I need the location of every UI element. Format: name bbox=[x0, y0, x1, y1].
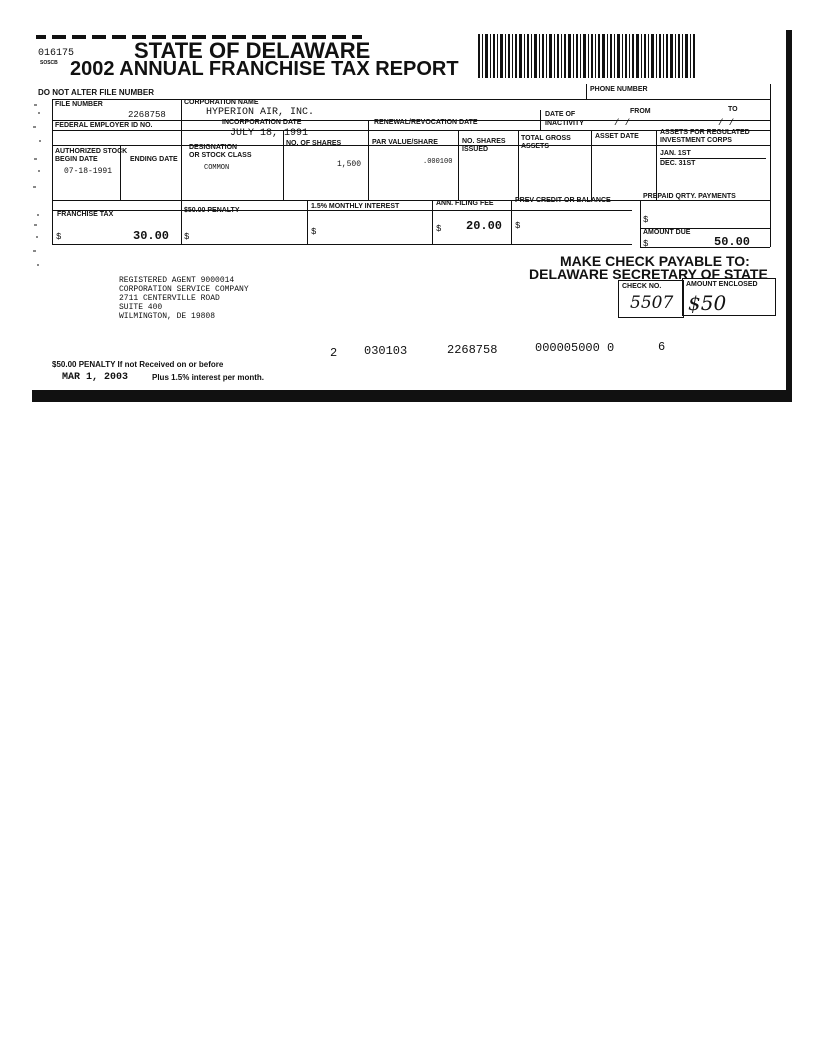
corporation-name-value: HYPERION AIR, INC. bbox=[206, 107, 315, 118]
label-ending-date: ENDING DATE bbox=[130, 156, 178, 163]
label-check-no: CHECK NO. bbox=[622, 283, 662, 290]
label-no-of-shares: NO. OF SHARES bbox=[286, 140, 342, 147]
label-amount-enclosed: AMOUNT ENCLOSED bbox=[686, 281, 758, 288]
interest-dollar: $ bbox=[311, 227, 317, 237]
no-of-shares-value: 1,500 bbox=[337, 160, 362, 169]
from-value: / / bbox=[614, 118, 631, 128]
label-renewal-revocation-date: RENEWAL/REVOCATION DATE bbox=[374, 119, 478, 126]
label-from: FROM bbox=[630, 108, 651, 115]
scan-part-3: 2268758 bbox=[447, 343, 498, 357]
file-number-value: 2268758 bbox=[128, 110, 166, 120]
prepaid-dollar: $ bbox=[643, 215, 649, 225]
label-assets-regulated: ASSETS FOR REGULATED bbox=[660, 129, 750, 136]
agent-line-2: CORPORATION SERVICE COMPANY bbox=[119, 285, 249, 294]
label-authorized-stock: AUTHORIZED STOCK bbox=[55, 148, 128, 155]
label-total-gross: TOTAL GROSS bbox=[521, 135, 571, 142]
label-issued: ISSUED bbox=[462, 146, 489, 153]
bottom-band bbox=[32, 390, 792, 402]
scan-part-4: 000005000 0 bbox=[535, 341, 615, 355]
label-inactivity: INACTIVITY bbox=[545, 120, 584, 127]
handwritten-check-no: 5507 bbox=[630, 293, 674, 313]
amount-due-dollar: $ bbox=[643, 239, 649, 249]
franchise-tax-dollar: $ bbox=[56, 232, 62, 242]
small-code: SOSCB bbox=[40, 60, 58, 66]
label-ann-filing-fee: ANN. FILING FEE bbox=[436, 200, 494, 207]
label-no-shares: NO. SHARES bbox=[462, 138, 506, 145]
to-value: / / bbox=[718, 118, 735, 128]
prev-credit-dollar: $ bbox=[515, 221, 521, 231]
left-perforation bbox=[30, 100, 50, 280]
label-amount-due: AMOUNT DUE bbox=[643, 229, 691, 236]
label-prev-credit: PREV CREDIT OR BALANCE bbox=[515, 197, 611, 204]
barcode bbox=[478, 34, 696, 78]
label-franchise-tax: FRANCHISE TAX bbox=[57, 211, 114, 218]
agent-line-1: REGISTERED AGENT 9000014 bbox=[119, 276, 235, 285]
report-title: 2002 ANNUAL FRANCHISE TAX REPORT bbox=[70, 58, 459, 80]
label-dec-31st: DEC. 31ST bbox=[660, 160, 696, 167]
label-monthly-interest: 1.5% MONTHLY INTEREST bbox=[311, 203, 400, 210]
incorporation-date-value: JULY 18, 1991 bbox=[230, 128, 309, 139]
handwritten-amount: $50 bbox=[688, 291, 727, 315]
designation-value: COMMON bbox=[204, 164, 230, 172]
label-stock-class: OR STOCK CLASS bbox=[189, 152, 252, 159]
scan-part-5: 6 bbox=[658, 340, 666, 354]
agent-line-5: WILMINGTON, DE 19808 bbox=[119, 312, 216, 321]
right-edge-bar bbox=[786, 30, 792, 402]
agent-line-4: SUITE 400 bbox=[119, 303, 163, 312]
label-date-of: DATE OF bbox=[545, 111, 576, 118]
label-penalty: $50.00 PENALTY bbox=[184, 207, 240, 214]
payable-line-2: DELAWARE SECRETARY OF STATE bbox=[529, 266, 768, 282]
label-investment-corps: INVESTMENT CORPS bbox=[660, 137, 732, 144]
label-to: TO bbox=[728, 106, 738, 113]
scan-part-1: 2 bbox=[330, 346, 338, 360]
interest-note: Plus 1.5% interest per month. bbox=[152, 373, 265, 382]
label-federal-employer-id: FEDERAL EMPLOYER ID NO. bbox=[55, 122, 153, 129]
begin-date-value: 07-18-1991 bbox=[64, 167, 113, 176]
scan-part-2: 030103 bbox=[364, 344, 408, 358]
label-par-value: PAR VALUE/SHARE bbox=[372, 139, 438, 146]
label-incorporation-date: INCORPORATION DATE bbox=[222, 119, 302, 126]
label-file-number: FILE NUMBER bbox=[55, 101, 103, 108]
ann-filing-fee-value: 20.00 bbox=[466, 219, 503, 233]
deadline-date: MAR 1, 2003 bbox=[62, 372, 129, 383]
penalty-note: $50.00 PENALTY If not Received on or before bbox=[52, 360, 224, 369]
penalty-dollar: $ bbox=[184, 232, 190, 242]
label-prepaid-payments: PREPAID QRTY. PAYMENTS bbox=[643, 193, 736, 200]
label-phone-number: PHONE NUMBER bbox=[590, 86, 648, 93]
registered-agent-block bbox=[119, 276, 249, 321]
jan-divider bbox=[660, 158, 766, 159]
phone-divider bbox=[586, 84, 587, 100]
label-corporation-name: CORPORATION NAME bbox=[184, 99, 259, 106]
agent-line-3: 2711 CENTERVILLE ROAD bbox=[119, 294, 220, 303]
do-not-alter-note: DO NOT ALTER FILE NUMBER bbox=[38, 88, 154, 97]
form-code: 016175 bbox=[38, 48, 75, 59]
state-title: STATE OF DELAWARE bbox=[134, 38, 371, 63]
par-value-value: .000100 bbox=[423, 158, 453, 166]
label-begin-date: BEGIN DATE bbox=[55, 156, 98, 163]
amount-due-value: 50.00 bbox=[714, 235, 751, 249]
payable-line-1: MAKE CHECK PAYABLE TO: bbox=[560, 253, 750, 269]
franchise-tax-value: 30.00 bbox=[133, 229, 170, 243]
label-assets: ASSETS bbox=[521, 143, 550, 150]
label-jan-1st: JAN. 1ST bbox=[660, 150, 691, 157]
filing-fee-dollar: $ bbox=[436, 224, 442, 234]
label-designation: DESIGNATION bbox=[189, 144, 238, 151]
label-asset-date: ASSET DATE bbox=[595, 133, 639, 140]
